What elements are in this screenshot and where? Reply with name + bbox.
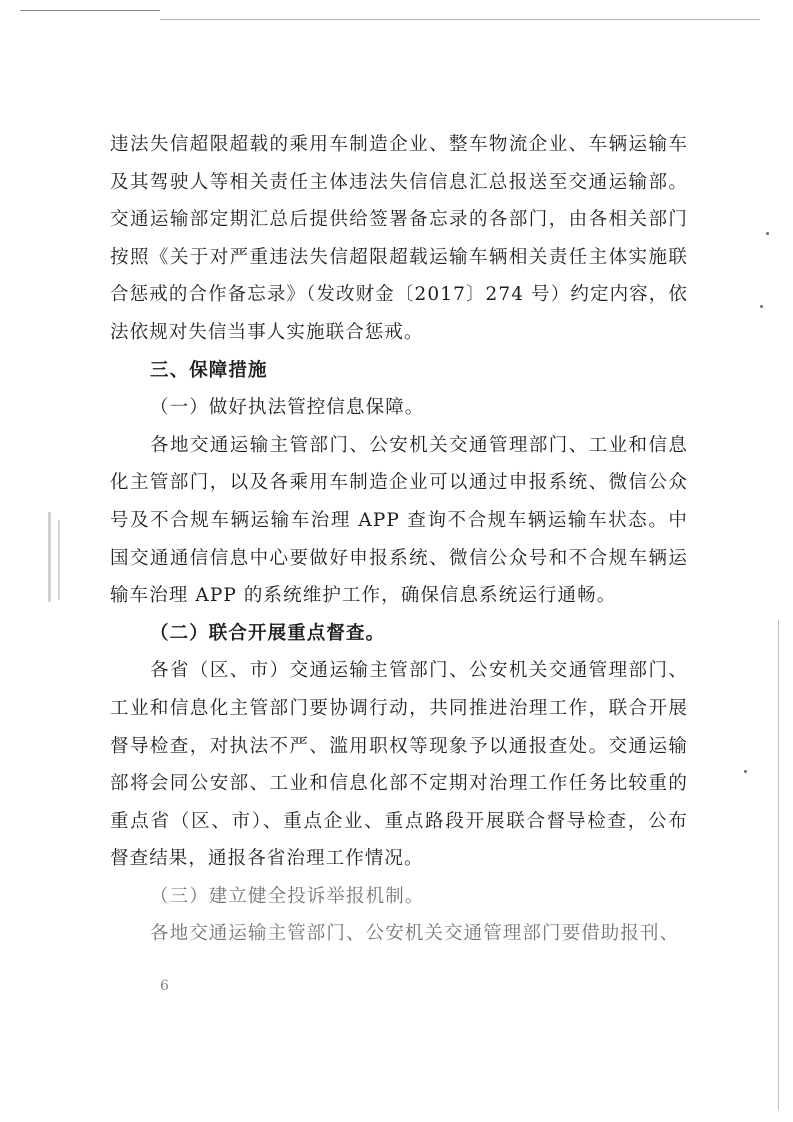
subsection-heading-1: （一）做好执法管控信息保障。 xyxy=(150,397,425,419)
paragraph-penalty: 违法失信超限超载的乘用车制造企业、整车物流企业、车辆运输车及其驾驶人等相关责任主体违法失信信息汇总报送至交通运输部。交通运输部定期汇总后提供给签署备忘录的各部门，由各相关部门按照《关于对严重违法失信超限超载运输车辆相关责任主体实施联合惩戒的合作备忘录》（发改财金〔2017〕274 号）约定内容，依法依规对失信当事人实施联合惩戒。 xyxy=(110,134,688,343)
scan-speck xyxy=(744,770,747,773)
subsection-heading-2: （二）联合开展重点督查。 xyxy=(150,622,386,644)
scan-speck xyxy=(48,512,51,602)
section-heading: 三、保障措施 xyxy=(150,359,268,381)
scan-edge-right xyxy=(778,620,779,1110)
subsection-heading-3: （三）建立健全投诉举报机制。 xyxy=(150,885,425,907)
scan-speck xyxy=(760,305,763,308)
scan-edge-top xyxy=(20,10,160,11)
scan-edge-top-right xyxy=(160,19,760,20)
subsection-body-1: 各地交通运输主管部门、公安机关交通管理部门、工业和信息化主管部门，以及各乘用车制造企业可以通过申报系统、微信公众号及不合规车辆运输车治理 APP 查询不合规车辆运输车状态。中国交通通信信息中心要做好申报系统、微信公众号和不合规车辆运输车治理 APP 的系统维护工作，确保信息系统运行通畅。 xyxy=(110,434,688,607)
scan-speck xyxy=(58,520,60,600)
subsection-body-3: 各地交通运输主管部门、公安机关交通管理部门要借助报刊、 xyxy=(150,923,680,945)
subsection-body-2: 各省（区、市）交通运输主管部门、公安机关交通管理部门、工业和信息化主管部门要协调行动，共同推进治理工作，联合开展督导检查，对执法不严、滥用职权等现象予以通报查处。交通运输部将会同公安部、工业和信息化部不定期对治理工作任务比较重的重点省（区、市）、重点企业、重点路段开展联合督导检查，公布督查结果，通报各省治理工作情况。 xyxy=(110,660,688,870)
page-number: 6 xyxy=(160,978,169,994)
scan-speck xyxy=(766,232,769,235)
document-body xyxy=(110,126,688,953)
